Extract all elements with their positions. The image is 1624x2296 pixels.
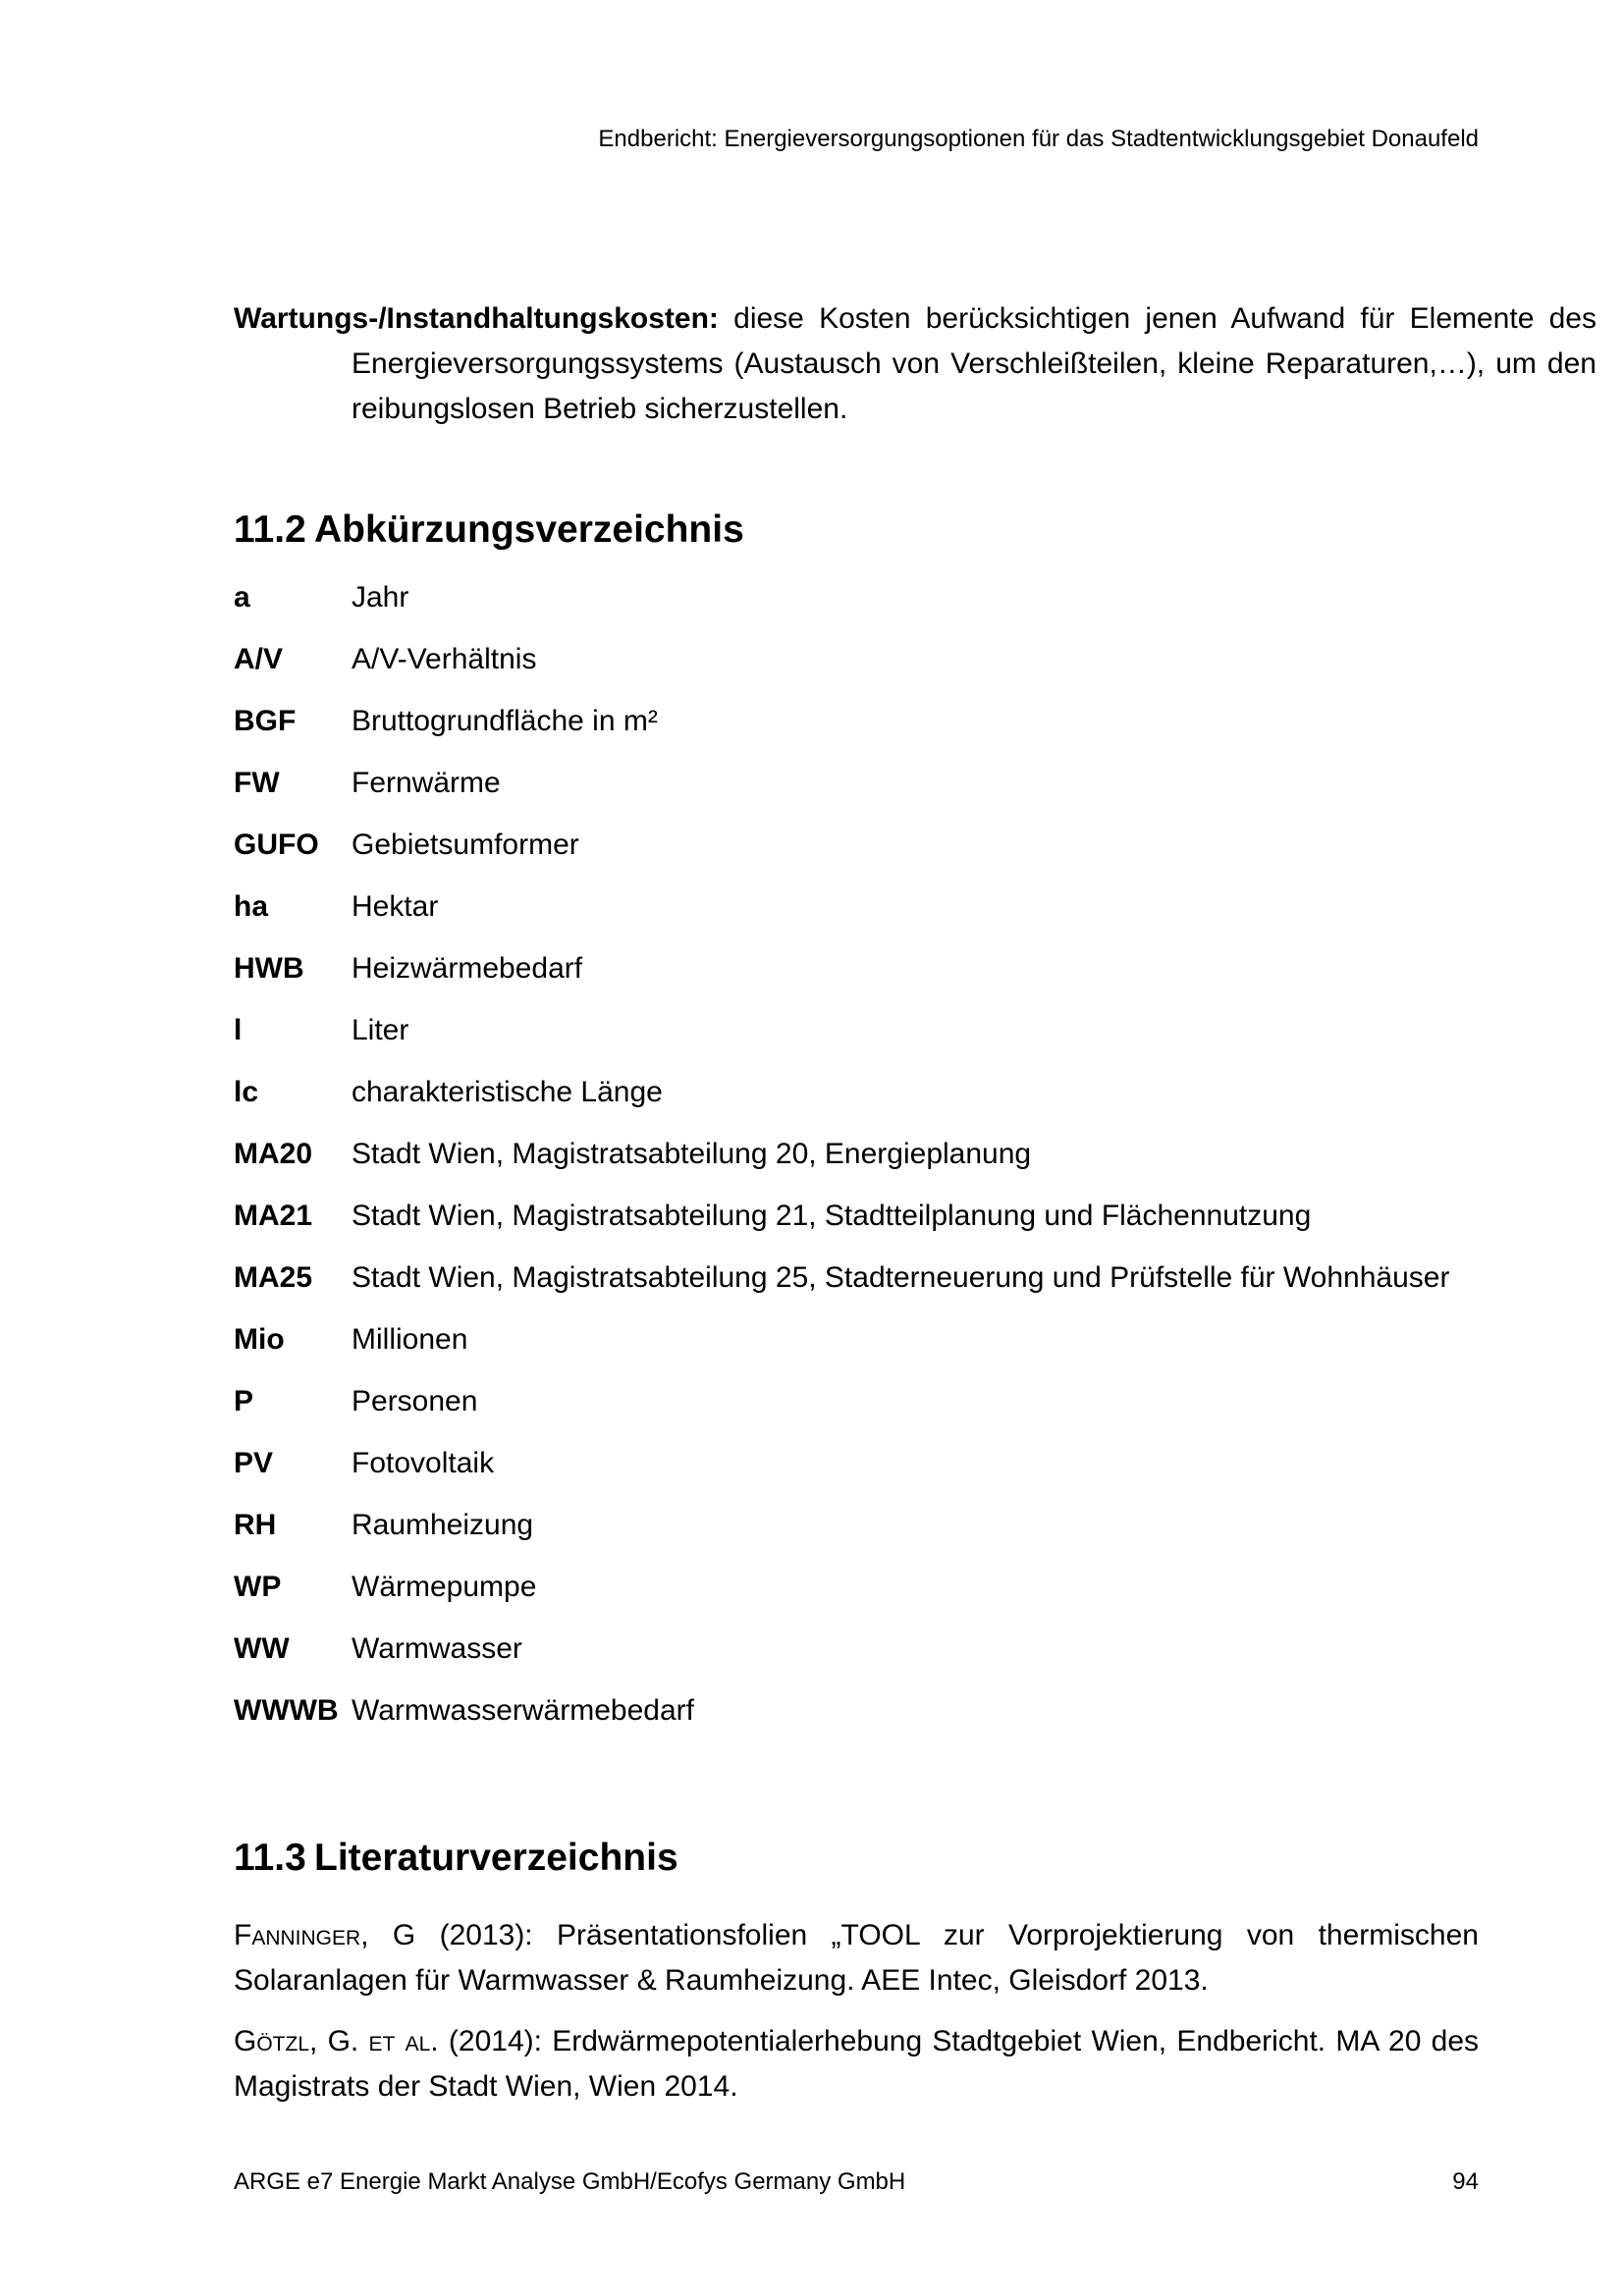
abbreviation-row — [234, 1011, 1479, 1073]
abbreviation-meaning: Heizwärmebedarf — [352, 952, 583, 985]
abbreviation-row — [234, 1258, 1479, 1320]
section-number: 11.3 — [234, 1837, 306, 1879]
abbreviation-row — [234, 702, 1479, 764]
abbreviation-list — [234, 578, 1479, 1753]
abbreviations-heading — [234, 507, 744, 554]
literature-author: Fanninger, G — [234, 1919, 416, 1951]
abbreviation-row — [234, 1073, 1479, 1135]
abbreviation-row — [234, 826, 1479, 887]
section-number: 11.2 — [234, 508, 306, 551]
definition-term: Wartungs-/Instandhaltungskosten: — [234, 302, 719, 335]
abbreviation-meaning: Jahr — [352, 581, 409, 614]
abbreviation-meaning: Personen — [352, 1385, 478, 1417]
abbreviation-term: FW — [234, 767, 280, 799]
abbreviation-row — [234, 949, 1479, 1011]
abbreviation-row — [234, 1197, 1479, 1258]
literature-list — [234, 1913, 1479, 2125]
abbreviation-meaning: charakteristische Länge — [352, 1076, 663, 1108]
abbreviation-term: a — [234, 581, 250, 614]
running-header: Endbericht: Energieversorgungsoptionen für das Stadtentwicklungsgebiet Donaufeld — [598, 126, 1479, 152]
abbreviation-meaning: Warmwasser — [352, 1632, 522, 1665]
abbreviation-term: MA21 — [234, 1200, 313, 1232]
definition-paragraph — [234, 296, 1597, 432]
abbreviation-row — [234, 640, 1479, 702]
abbreviation-term: GUFO — [234, 828, 319, 861]
abbreviation-term: RH — [234, 1509, 277, 1541]
abbreviation-row — [234, 1568, 1479, 1629]
abbreviation-row — [234, 578, 1479, 640]
abbreviation-meaning: Raumheizung — [352, 1509, 534, 1541]
abbreviation-term: HWB — [234, 952, 304, 985]
abbreviation-term: WWWB — [234, 1694, 339, 1727]
page-number: 94 — [1452, 2168, 1479, 2195]
literature-author: Götzl, G. et al. — [234, 2025, 439, 2057]
definition-text: diese Kosten berücksichtigen jenen Aufwand für Elemente des Energieversorgungssystems (Austausch von Verschleißteilen, kleine Reparaturen,…), um den reibungslosen Betrieb sicherzustellen. — [352, 302, 1597, 425]
abbreviation-term: BGF — [234, 705, 297, 737]
footer-organization: ARGE e7 Energie Markt Analyse GmbH/Ecofys Germany GmbH — [234, 2168, 906, 2195]
abbreviation-term: PV — [234, 1447, 274, 1479]
literature-heading — [234, 1835, 678, 1882]
abbreviation-term: Mio — [234, 1323, 285, 1356]
abbreviation-term: l — [234, 1014, 243, 1046]
abbreviation-term: P — [234, 1385, 254, 1417]
abbreviation-meaning: Stadt Wien, Magistratsabteilung 20, Energieplanung — [352, 1138, 1032, 1170]
literature-entry — [234, 1913, 1479, 2003]
abbreviation-term: MA20 — [234, 1138, 313, 1170]
section-title: Abkürzungsverzeichnis — [314, 508, 744, 551]
abbreviation-meaning: Liter — [352, 1014, 409, 1046]
abbreviation-term: lc — [234, 1076, 259, 1108]
abbreviation-row — [234, 764, 1479, 826]
abbreviation-term: WW — [234, 1632, 290, 1665]
abbreviation-row — [234, 1629, 1479, 1691]
abbreviation-row — [234, 1691, 1479, 1753]
abbreviation-meaning: Millionen — [352, 1323, 468, 1356]
abbreviation-term: WP — [234, 1571, 282, 1603]
abbreviation-row — [234, 1506, 1479, 1568]
section-title: Literaturverzeichnis — [314, 1837, 678, 1879]
abbreviation-meaning: Wärmepumpe — [352, 1571, 537, 1603]
literature-text: (2014): Erdwärmepotentialerhebung Stadtgebiet Wien, Endbericht. MA 20 des Magistrats der Stadt Wien, Wien 2014. — [234, 2025, 1480, 2103]
abbreviation-row — [234, 1382, 1479, 1444]
abbreviation-row — [234, 887, 1479, 949]
abbreviation-meaning: Warmwasserwärmebedarf — [352, 1694, 694, 1727]
abbreviation-meaning: Stadt Wien, Magistratsabteilung 25, Stadterneuerung und Prüfstelle für Wohnhäuser — [352, 1261, 1450, 1294]
abbreviation-term: A/V — [234, 643, 284, 675]
abbreviation-meaning: Stadt Wien, Magistratsabteilung 21, Stadtteilplanung und Flächennutzung — [352, 1200, 1312, 1232]
abbreviation-meaning: Fernwärme — [352, 767, 501, 799]
abbreviation-row — [234, 1320, 1479, 1382]
abbreviation-row — [234, 1135, 1479, 1197]
abbreviation-meaning: Bruttogrundfläche in m² — [352, 705, 658, 737]
abbreviation-row — [234, 1444, 1479, 1506]
abbreviation-term: ha — [234, 890, 269, 923]
abbreviation-meaning: Hektar — [352, 890, 439, 923]
abbreviation-meaning: Gebietsumformer — [352, 828, 579, 861]
abbreviation-meaning: Fotovoltaik — [352, 1447, 495, 1479]
literature-text: (2013): Präsentationsfolien „TOOL zur Vorprojektierung von thermischen Solaranlagen für Warmwasser & Raumheizung. AEE Intec, Gleisdorf 2013. — [234, 1919, 1479, 1997]
abbreviation-term: MA25 — [234, 1261, 313, 1294]
literature-entry — [234, 2019, 1479, 2109]
abbreviation-meaning: A/V-Verhältnis — [352, 643, 537, 675]
